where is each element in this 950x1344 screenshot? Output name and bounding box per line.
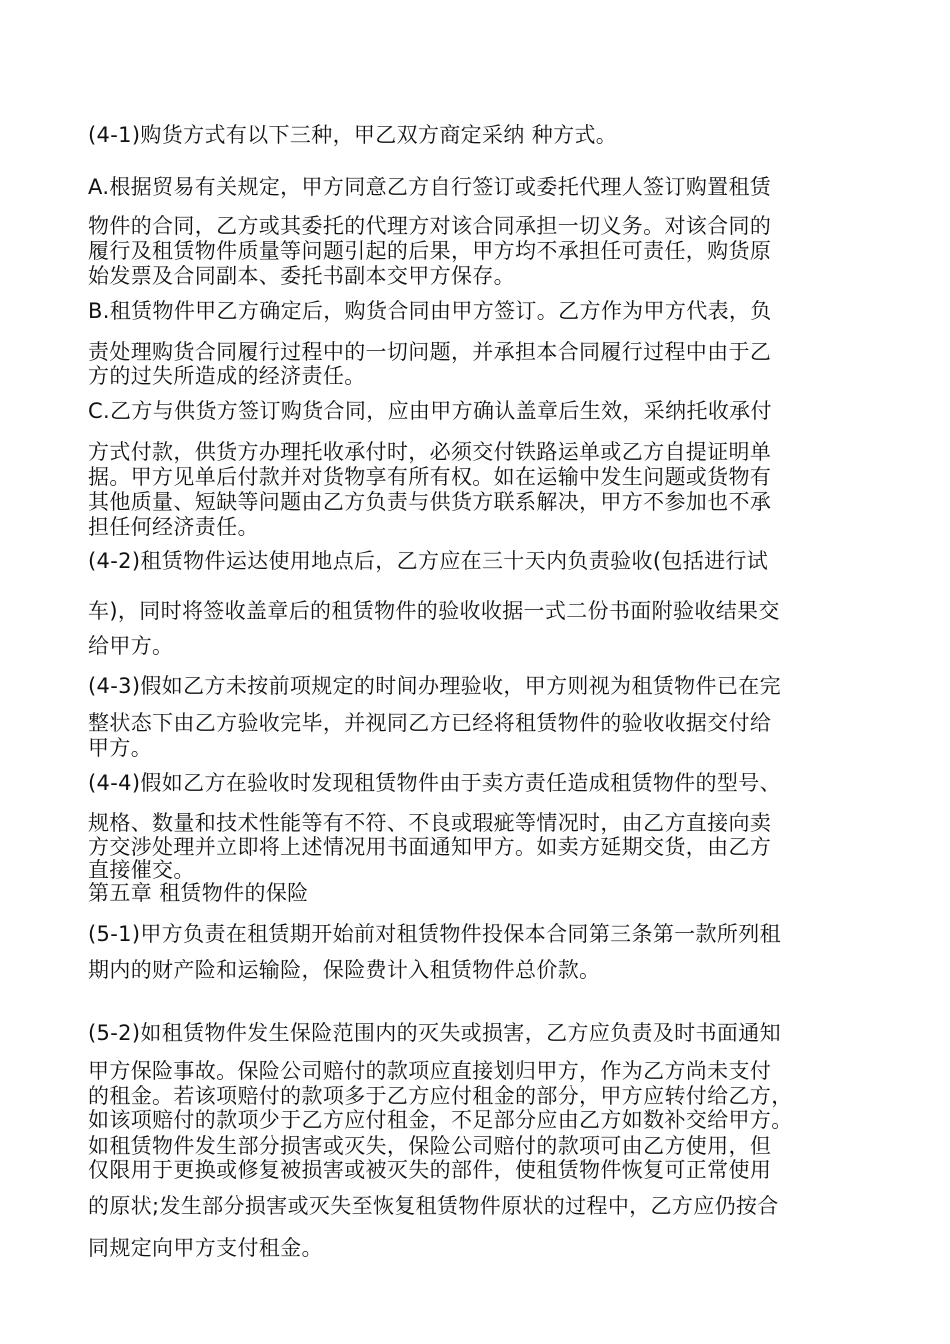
text-line: (4-4)假如乙方在验收时发现租赁物件由于卖方责任造成租赁物件的型号、 [88, 771, 781, 795]
text-line: A.根据贸易有关规定，甲方同意乙方自行签订或委托代理人签订购置租赁 [88, 175, 772, 199]
text-line: 方交涉处理并立即将上述情况用书面通知甲方。如卖方延期交货，由乙方 [88, 835, 772, 859]
text-line: 仅限用于更换或修复被损害或被灭失的部件，使租赁物件恢复可正常使用 [88, 1158, 772, 1182]
text-line: 车)，同时将签收盖章后的租赁物件的验收收据一式二份书面附验收结果交 [88, 599, 780, 623]
text-line: 的原状;发生部分损害或灭失至恢复租赁物件原状的过程中，乙方应仍按合 [88, 1194, 779, 1218]
text-line: 始发票及合同副本、委托书副本交甲方保存。 [88, 264, 515, 288]
text-line: 规格、数量和技术性能等有不符、不良或瑕疵等情况时，由乙方直接向卖 [88, 811, 772, 835]
text-line: (4-2)租赁物件运达使用地点后，乙方应在三十天内负责验收(包括进行试 [88, 549, 769, 573]
text-line: 的租金。若该项赔付的款项多于乙方应付租金的部分，甲方应转付给乙方， [88, 1084, 793, 1108]
text-line: 物件的合同，乙方或其委托的代理方对该合同承担一切义务。对该合同的 [88, 214, 772, 238]
text-line: (4-1)购货方式有以下三种，甲乙双方商定采纳 种方式。 [88, 123, 618, 147]
text-line: 直接催交。 [88, 858, 195, 882]
text-line: (5-2)如租赁物件发生保险范围内的灭失或损害，乙方应负责及时书面通知 [88, 1021, 781, 1045]
text-line: (4-3)假如乙方未按前项规定的时间办理验收，甲方则视为租赁物件已在完 [88, 674, 781, 698]
text-line: 据。甲方见单后付款并对货物享有所有权。如在运输中发生问题或货物有 [88, 465, 772, 489]
text-line: 方式付款，供货方办理托收承付时，必须交付铁路运单或乙方自提证明单 [88, 440, 772, 464]
section-heading: 第五章 租赁物件的保险 [88, 881, 309, 905]
text-line: 责处理购货合同履行过程中的一切问题，并承担本合同履行过程中由于乙 [88, 340, 772, 364]
text-line: 期内的财产险和运输险，保险费计入租赁物件总价款。 [88, 958, 601, 982]
text-line: 整状态下由乙方验收完毕，并视同乙方已经将租赁物件的验收收据交付给 [88, 711, 772, 735]
text-line: 给甲方。 [88, 634, 174, 658]
text-line: (5-1)甲方负责在租赁期开始前对租赁物件投保本合同第三条第一款所列租 [88, 922, 781, 946]
text-line: 同规定向甲方支付租金。 [88, 1236, 323, 1260]
text-line: 如该项赔付的款项少于乙方应付租金，不足部分应由乙方如数补交给甲方。 [88, 1108, 793, 1132]
text-line: 如租赁物件发生部分损害或灭失，保险公司赔付的款项可由乙方使用，但 [88, 1134, 772, 1158]
text-line: 其他质量、短缺等问题由乙方负责与供货方联系解决，甲方不参加也不承 [88, 490, 772, 514]
text-line: 方的过失所造成的经济责任。 [88, 364, 366, 388]
text-line: 担任何经济责任。 [88, 515, 259, 539]
text-line: 甲方保险事故。保险公司赔付的款项应直接划归甲方，作为乙方尚未支付 [88, 1059, 772, 1083]
text-line: C.乙方与供货方签订购货合同，应由甲方确认盖章后生效，采纳托收承付 [88, 399, 772, 423]
text-line: 甲方。 [88, 736, 153, 760]
text-line: B.租赁物件甲乙方确定后，购货合同由甲方签订。乙方作为甲方代表，负 [88, 299, 772, 323]
text-line: 履行及租赁物件质量等问题引起的后果，甲方均不承担任可责任，购货原 [88, 239, 772, 263]
